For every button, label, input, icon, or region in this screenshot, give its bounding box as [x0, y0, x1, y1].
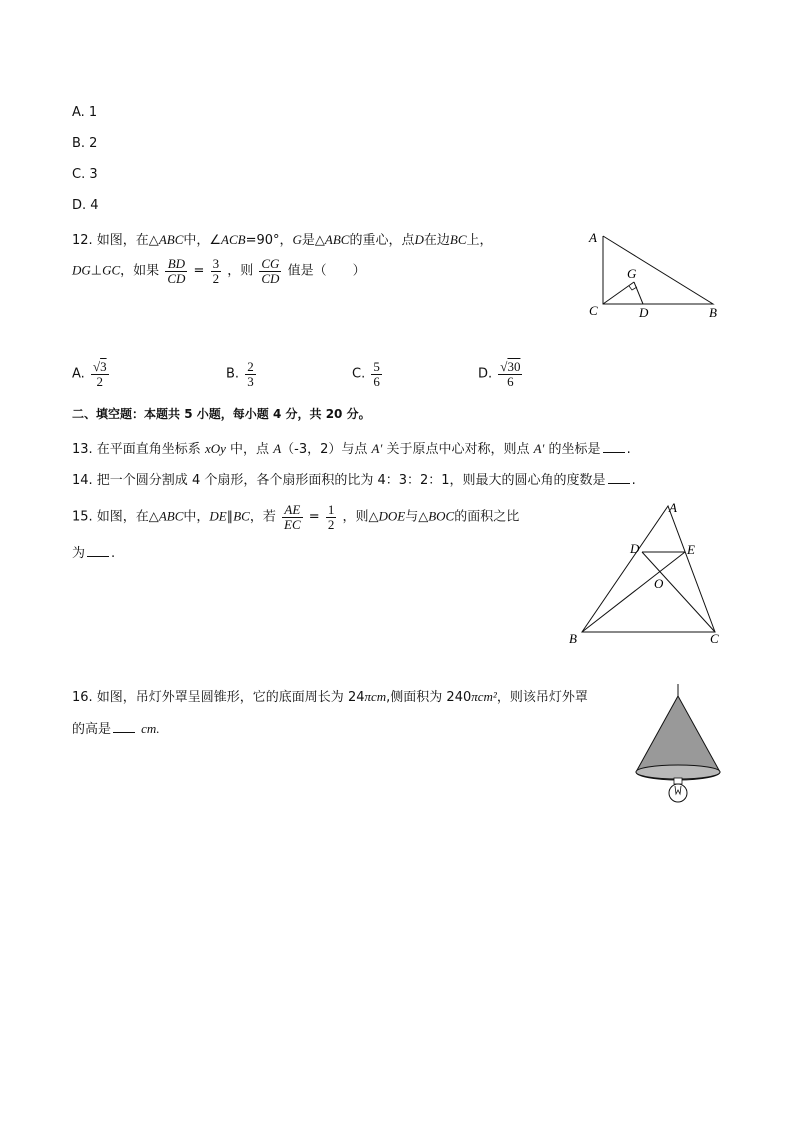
section-heading: 二、填空题：本题共 5 小题，每小题 4 分，共 20 分。 [72, 407, 371, 421]
q12-option-b: B. $\frac{2}{3}$ [226, 359, 254, 389]
label-a: A [589, 230, 597, 245]
label-c: C [710, 631, 719, 646]
q12-line2: DG⊥GC，如果 $\frac{BD}{CD}$ = $\frac{3}{2}$ ，则 $\frac{CG}{CD}$ 值是（ ） [72, 256, 366, 286]
q12-option-d: D. $\frac{√30}{6}$ [478, 359, 521, 389]
q15-triangle-figure [565, 498, 725, 648]
fraction-ae-ec: $\frac{AE}{EC}$ [284, 502, 301, 532]
fraction-3-2: $\frac{3}{2}$ [212, 256, 220, 286]
label-c: C [589, 303, 598, 318]
label-b: B [709, 305, 717, 320]
q12-triangle-figure [585, 228, 725, 323]
q15-line2: 为 . [72, 546, 116, 561]
label-b: B [569, 631, 577, 646]
q12-option-a: A. $\frac{√3}{2}$ [72, 359, 107, 389]
answer-blank [113, 721, 135, 733]
q16-line1: 16. 如图，吊灯外罩呈圆锥形，它的底面周长为 24πcm,侧面积为 240πcm²，则该吊灯外罩 [72, 689, 588, 705]
label-g: G [627, 266, 637, 281]
fraction-bd-cd: $\frac{BD}{CD}$ [167, 256, 186, 286]
option-d: D. 4 [72, 198, 99, 213]
label-e: E [687, 542, 695, 557]
q14: 14. 把一个圆分割成 4 个扇形，各个扇形面积的比为 4：3：2：1，则最大的圆心角的度数是 . [72, 473, 636, 488]
label-o: O [654, 576, 664, 591]
label-d: D [630, 541, 640, 556]
label-a: A [669, 500, 677, 515]
label-d: D [639, 305, 649, 320]
fraction-cg-cd: $\frac{CG}{CD}$ [261, 256, 280, 286]
answer-blank [608, 472, 630, 484]
q15-line1: 15. 如图，在△ABC中，DE∥BC，若 $\frac{AE}{EC}$ = $\frac{1}{2}$ ，则△DOE与△BOC的面积之比 [72, 502, 520, 532]
fraction-1-2: $\frac{1}{2}$ [327, 502, 335, 532]
answer-blank [603, 441, 625, 453]
q16-line2: 的高是 cm. [72, 721, 160, 737]
q16-lamp-figure [630, 682, 725, 807]
option-c: C. 3 [72, 167, 98, 182]
option-b: B. 2 [72, 136, 98, 151]
answer-blank [87, 545, 109, 557]
q13: 13. 在平面直角坐标系 xOy 中，点 A（-3，2）与点 A′ 关于原点中心对称，则点 A′ 的坐标是 . [72, 441, 631, 457]
q12-option-c: C. $\frac{5}{6}$ [352, 359, 380, 389]
q12-line1: 12. 如图，在△ABC中，∠ACB=90°，G是△ABC的重心，点D在边BC上， [72, 232, 493, 248]
option-a: A. 1 [72, 105, 98, 120]
